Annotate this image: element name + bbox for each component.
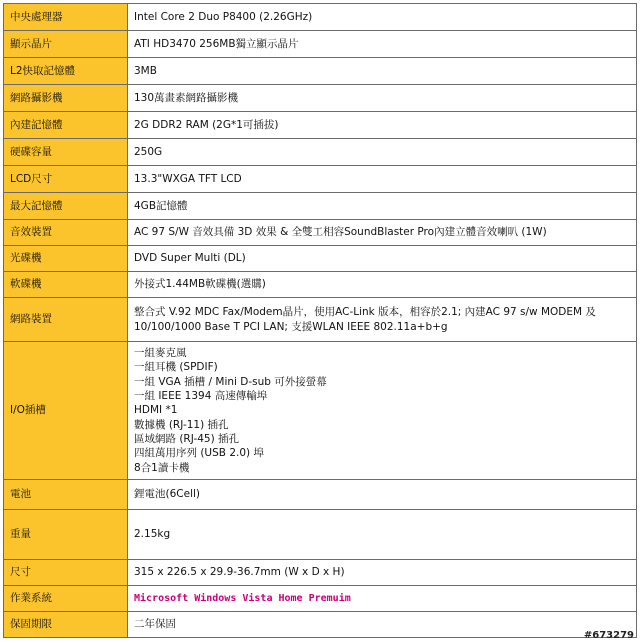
spec-value: 外接式1.44MB軟碟機(選購) xyxy=(128,272,637,298)
io-port-item: 四組萬用序列 (USB 2.0) 埠 xyxy=(134,447,264,460)
spec-label: 尺寸 xyxy=(4,560,128,586)
spec-label: 內建記憶體 xyxy=(4,112,128,139)
spec-row-warranty xyxy=(4,612,637,638)
spec-label: LCD尺寸 xyxy=(4,166,128,193)
spec-row-weight xyxy=(4,510,637,560)
spec-label: 音效裝置 xyxy=(4,220,128,246)
spec-value: ATI HD3470 256MB獨立顯示晶片 xyxy=(128,31,637,58)
spec-label: 軟碟機 xyxy=(4,272,128,298)
spec-label: I/O插槽 xyxy=(4,342,128,480)
spec-value-io xyxy=(128,342,637,480)
io-port-item: 一組 VGA 插槽 / Mini D-sub 可外接螢幕 xyxy=(134,375,327,388)
spec-value: 13.3"WXGA TFT LCD xyxy=(128,166,637,193)
spec-row-cpu xyxy=(4,4,637,31)
spec-value: 整合式 V.92 MDC Fax/Modem晶片，使用AC-Link 版本，相容於2.1; 內建AC 97 s/w MODEM 及 10/100/1000 Base T PCI LAN; 支援WLAN IEEE 802.11a+b+g xyxy=(128,298,637,342)
spec-label: L2快取記憶體 xyxy=(4,58,128,85)
io-port-item: 區域網路 (RJ-45) 插孔 xyxy=(134,432,240,445)
spec-row-dimensions xyxy=(4,560,637,586)
spec-row-io xyxy=(4,342,637,480)
spec-value: Intel Core 2 Duo P8400 (2.26GHz) xyxy=(128,4,637,31)
spec-row-memory xyxy=(4,112,637,139)
spec-value: AC 97 S/W 音效具備 3D 效果 & 全雙工相容SoundBlaster Pro內建立體音效喇叭 (1W) xyxy=(128,220,637,246)
spec-row-hdd xyxy=(4,139,637,166)
spec-label: 作業系統 xyxy=(4,586,128,612)
spec-row-battery xyxy=(4,480,637,510)
spec-row-lcd xyxy=(4,166,637,193)
spec-row-max-memory xyxy=(4,193,637,220)
io-port-item: 一組 IEEE 1394 高速傳輸埠 xyxy=(134,390,268,403)
io-port-item: HDMI *1 xyxy=(134,404,178,417)
spec-row-gpu xyxy=(4,31,637,58)
io-port-item: 8合1讀卡機 xyxy=(134,461,190,474)
spec-value: 2G DDR2 RAM (2G*1可插拔) xyxy=(128,112,637,139)
image-id-watermark: #673279 xyxy=(583,630,634,641)
io-port-item: 一組麥克風 xyxy=(134,347,187,360)
spec-label: 網路裝置 xyxy=(4,298,128,342)
spec-row-floppy xyxy=(4,272,637,298)
spec-value: 4GB記憶體 xyxy=(128,193,637,220)
spec-label: 硬碟容量 xyxy=(4,139,128,166)
spec-label: 最大記憶體 xyxy=(4,193,128,220)
spec-value: 鋰電池(6Cell) xyxy=(128,480,637,510)
spec-label: 重量 xyxy=(4,510,128,560)
spec-row-network xyxy=(4,298,637,342)
spec-table xyxy=(3,3,637,638)
spec-value: 315 x 226.5 x 29.9-36.7mm (W x D x H) xyxy=(128,560,637,586)
spec-label: 中央處理器 xyxy=(4,4,128,31)
spec-label: 電池 xyxy=(4,480,128,510)
spec-value xyxy=(128,586,637,612)
io-port-item: 數據機 (RJ-11) 插孔 xyxy=(134,418,229,431)
spec-value: 2.15kg xyxy=(128,510,637,560)
spec-row-audio xyxy=(4,220,637,246)
spec-label: 光碟機 xyxy=(4,246,128,272)
spec-label: 顯示晶片 xyxy=(4,31,128,58)
spec-value: 二年保固 xyxy=(128,612,637,638)
spec-value: 250G xyxy=(128,139,637,166)
io-port-item: 一組耳機 (SPDIF) xyxy=(134,361,218,374)
spec-label: 保固期限 xyxy=(4,612,128,638)
os-name: Microsoft Windows Vista Home Premuim xyxy=(134,592,351,604)
spec-value: 3MB xyxy=(128,58,637,85)
spec-label: 網路攝影機 xyxy=(4,85,128,112)
spec-row-optical xyxy=(4,246,637,272)
spec-row-os xyxy=(4,586,637,612)
spec-row-webcam xyxy=(4,85,637,112)
spec-value: 130萬畫素網路攝影機 xyxy=(128,85,637,112)
spec-row-cache xyxy=(4,58,637,85)
spec-value: DVD Super Multi (DL) xyxy=(128,246,637,272)
